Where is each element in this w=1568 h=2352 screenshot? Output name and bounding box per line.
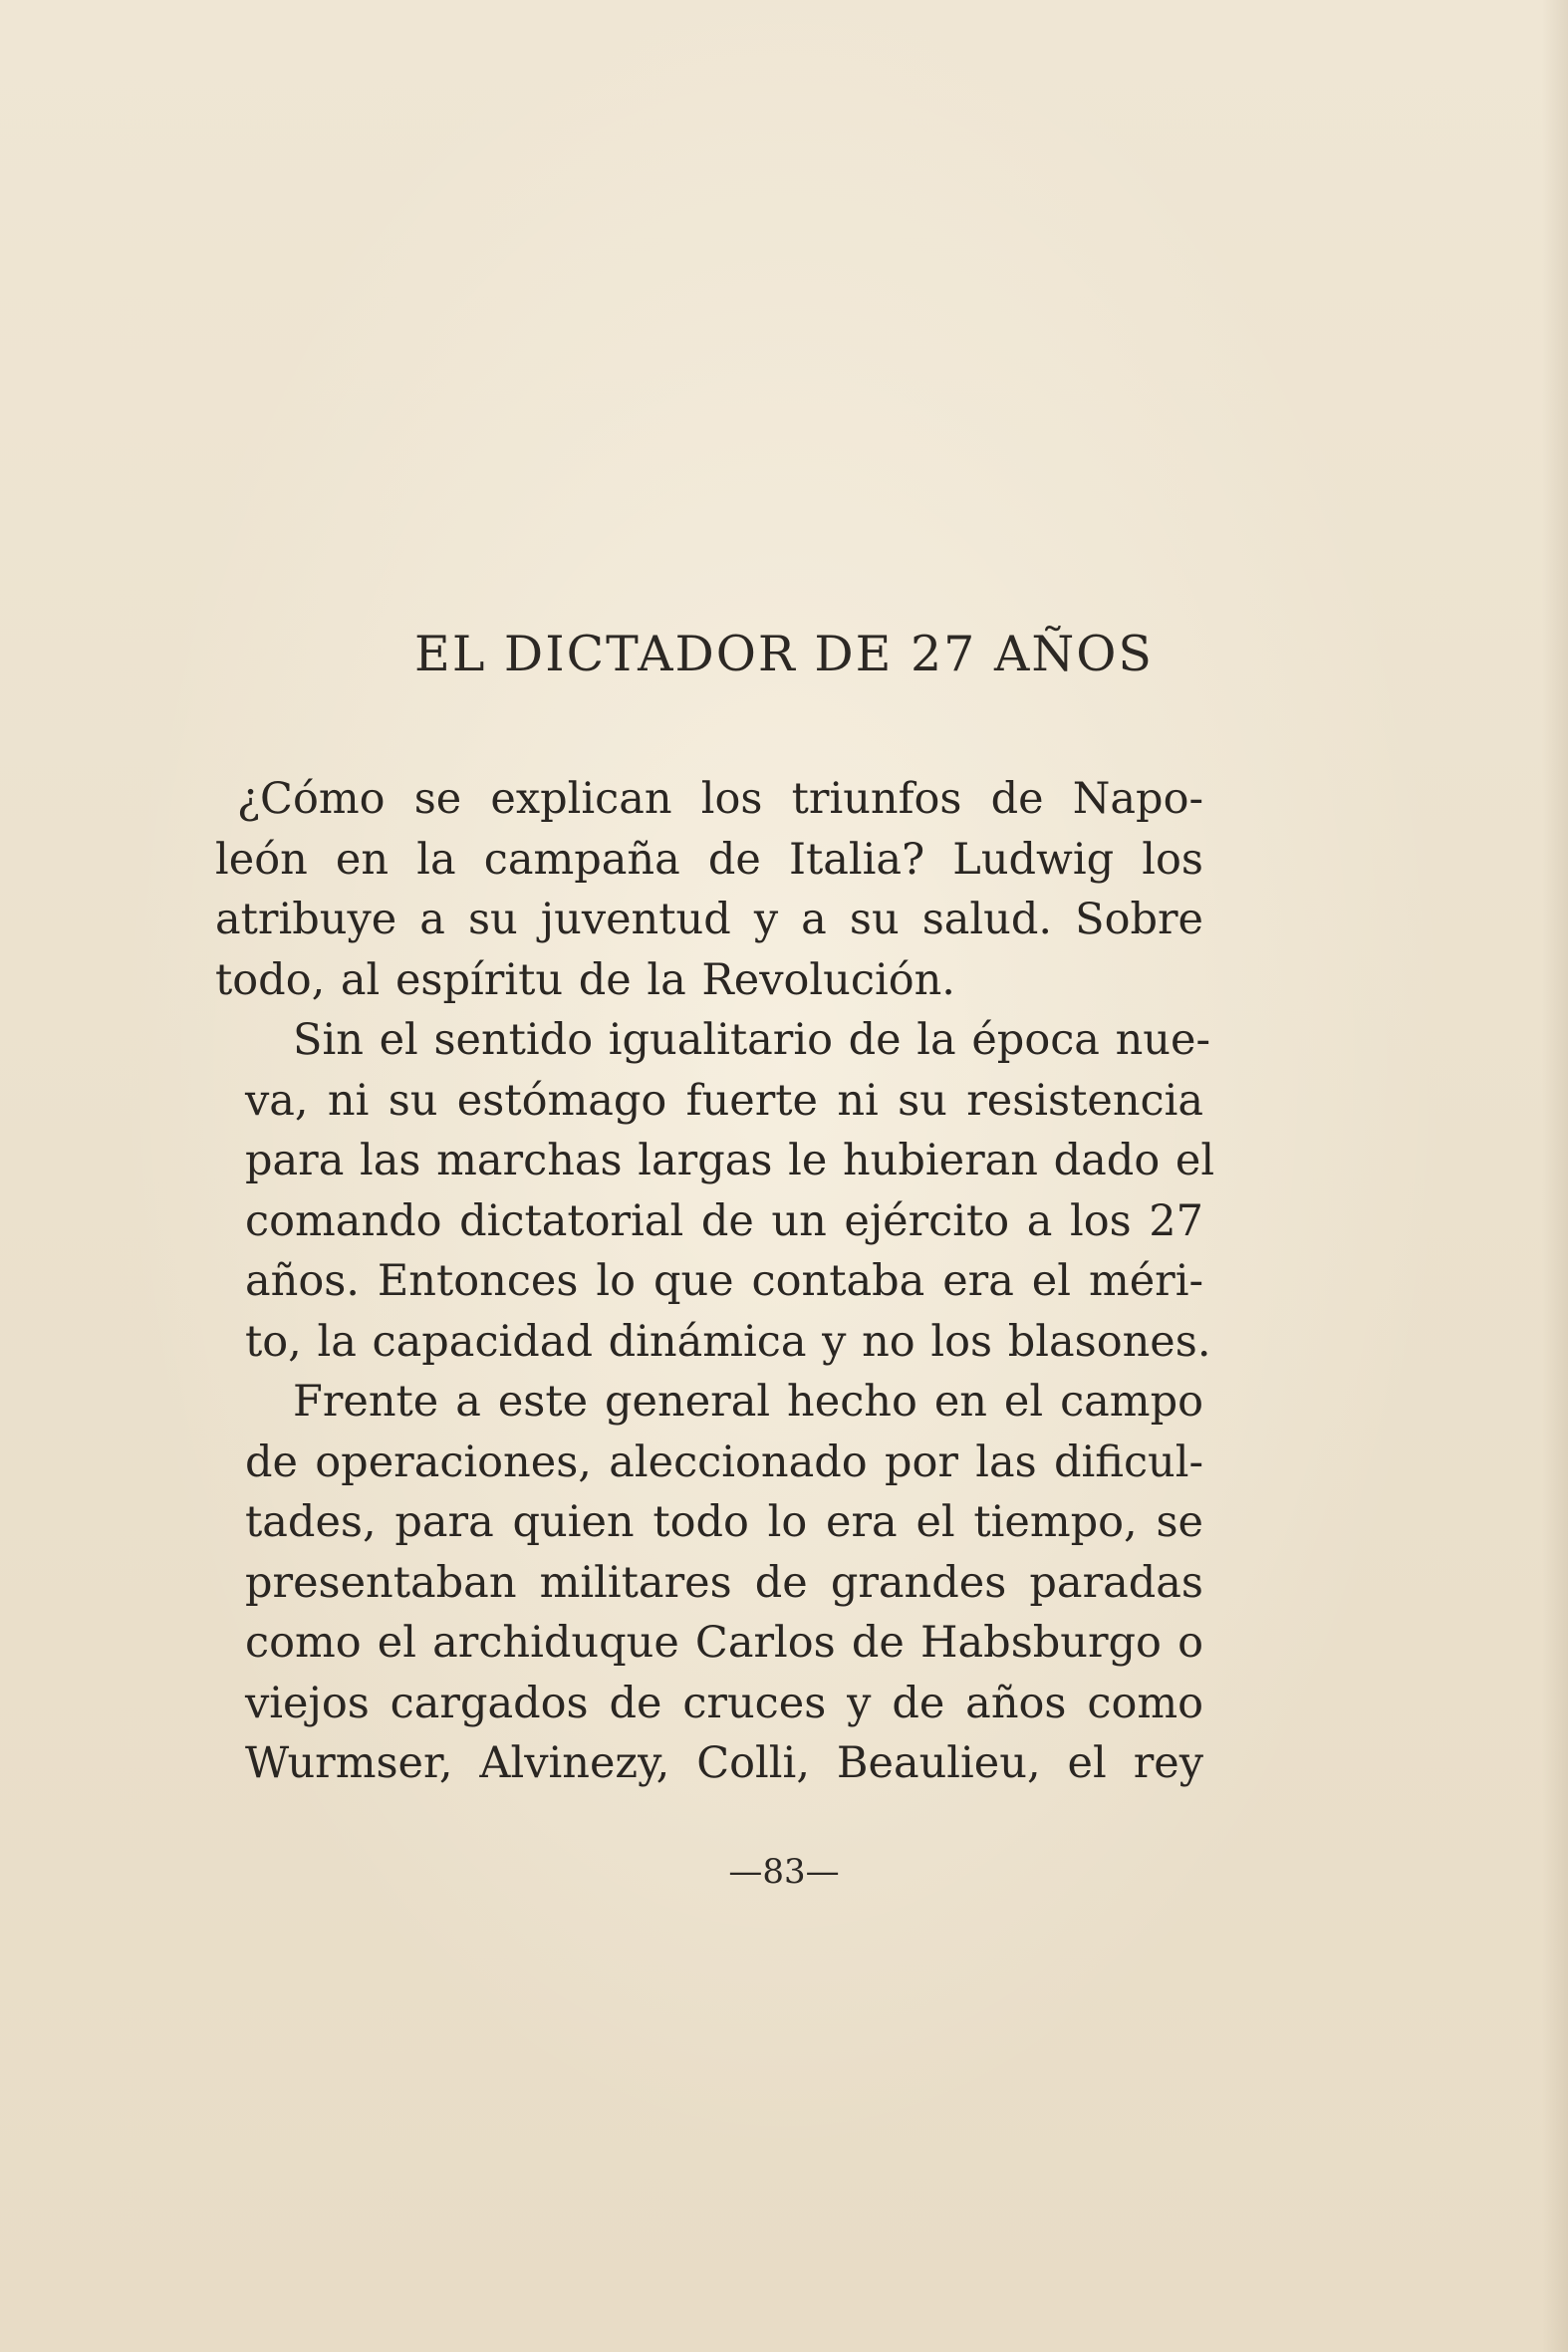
- paragraph-3: [195, 1372, 1203, 1794]
- text-line: presentaban militares de grandes paradas: [245, 1557, 1203, 1608]
- text-line: viejos cargados de cruces y de años como: [245, 1678, 1203, 1728]
- text-line: para las marchas largas le hubieran dado el: [245, 1136, 1215, 1185]
- text-line: años. Entonces lo que contaba era el méri-: [245, 1256, 1203, 1306]
- page-number: —83—: [728, 1852, 840, 1892]
- text-line: Frente a este general hecho en el campo: [293, 1377, 1203, 1427]
- text-line: todo, al espíritu de la Revolución.: [215, 954, 955, 1005]
- text-line: tades, para quien todo lo era el tiempo, se: [245, 1497, 1203, 1547]
- text-line: Wurmser, Alvinezy, Colli, Beaulieu, el rey: [245, 1738, 1203, 1788]
- text-line: de operaciones, aleccionado por las dificul-: [245, 1437, 1203, 1487]
- text-line: león en la campaña de Italia? Ludwig los: [215, 834, 1203, 885]
- paragraph-1: [195, 769, 1203, 1010]
- text-line: ¿Cómo se explican los triunfos de Napo-: [237, 774, 1203, 824]
- text-line: va, ni su estómago fuerte ni su resistencia: [245, 1075, 1203, 1126]
- paragraph-2: [195, 1010, 1215, 1372]
- text-line: atribuye a su juventud y a su salud. Sobre: [215, 895, 1203, 944]
- text-line: Sin el sentido igualitario de la época nue-: [293, 1015, 1210, 1065]
- text-line: to, la capacidad dinámica y no los blasones.: [245, 1316, 1211, 1367]
- body-text: [195, 769, 1215, 1794]
- text-line: como el archiduque Carlos de Habsburgo o: [245, 1618, 1203, 1668]
- chapter-title: EL DICTADOR DE 27 AÑOS: [414, 626, 1154, 682]
- text-line: comando dictatorial de un ejército a los 27: [245, 1195, 1203, 1246]
